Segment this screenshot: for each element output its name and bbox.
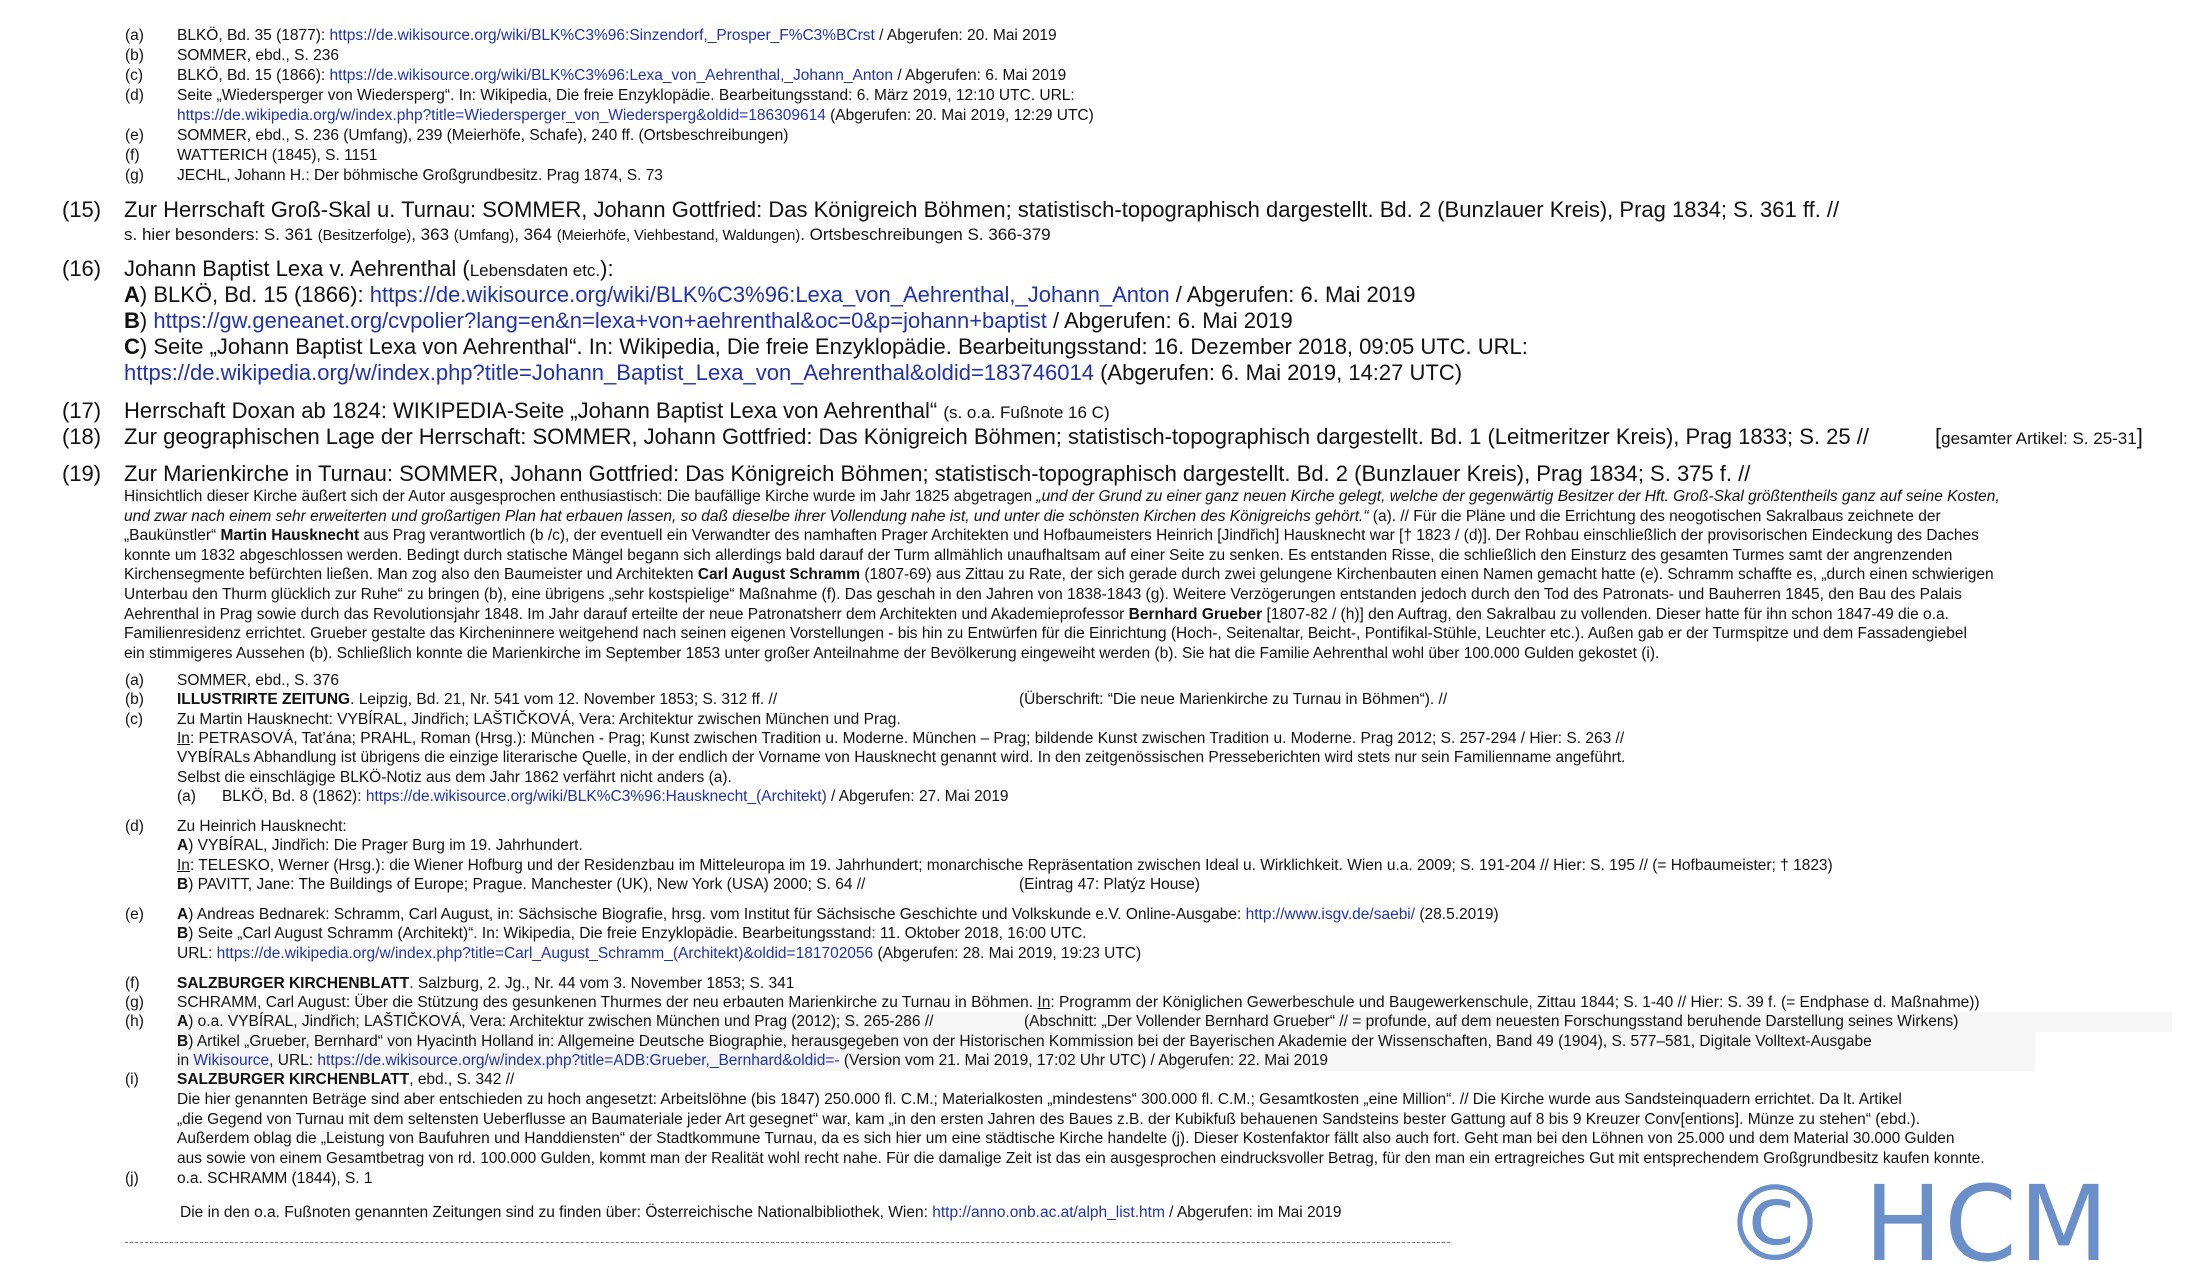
note-19-c-line3: VYBÍRALs Abhandlung ist übrigens die einzige literarische Quelle, in der endlich der Vorname von Hausknecht genannt wird. In den zeitgenössischen Presseberichten wird stets nur sein Familienname angeführt. [177,749,1626,766]
note-19-i-line: aus sowie von einem Gesamtbetrag von rd. 100.000 Gulden, kommt man der Realität wohl recht nahe. Für die damalige Zeit ist das ein ausgesprochen eindrucksvoller Betrag, für den man ein ertragreiches Gut mit entsprechendem Großgrundbesitz kaufen konnte. [177,1149,1985,1167]
footnote-number: (15) [62,197,102,222]
paragraph-line: Familienresidenz errichtet. Grueber gestalte das Kircheninnere weitgehend nach seinen eigenen Vorstellungen - bis hin zu Entwürfen für die Einrichtung (Hoch-, Seitenaltar, Beicht-, Pontifikal-Stühle, Leuchter etc.). Außen gab er der Turmspitze und dem Fassadengiebel [124,625,1967,643]
isgv-link[interactable]: http://www.isgv.de/saebi/ [1245,906,1416,923]
note-key: (a) [125,27,144,44]
paragraph-line: und zwar nach einem sehr erweiterten und großartigen Plan hat erbauen lassen, so daß dieselbe ihrer Vollendung nahe ist, und unter die schönsten Kirchen des Königreichs gehört.“ (a). // Für die Pläne und die Errichtung des neogotischen Sakralbaus zeichnete der [124,507,1941,525]
note-key: (f) [125,147,140,164]
footnote-text: Zur Herrschaft Groß-Skal u. Turnau: SOMMER, Johann Gottfried: Das Königreich Böhmen; statistisch-topographisch dargestellt. Bd. 2 (Bunzlauer Kreis), Prag 1834; S. 361 ff. // [124,197,1840,222]
note-19-h-b: B) Artikel „Grueber, Bernhard“ von Hyacinth Holland in: Allgemeine Deutsche Biographie, herausgegeben von der Historischen Kommission bei der Bayerischen Akademie der Wissenschaften, Band 49 (1904), S. 577–581, Digitale Volltext-Ausgabe [177,1033,1872,1050]
paragraph-line: Unterbau den Thurm glücklich zur Ruhe“ zu bringen (b), eine übrigens „sehr kostspielige“ Maßnahme (f). Das geschah in den Jahren von 1838-1843 (g). Weitere Verzögerungen entstanden jedoch durch den Tod des Patronats- und Bauherren 1845, den Bau des Palais [124,585,1962,603]
footnote-number: (16) [62,256,102,281]
note-19-c-line2: In: PETRASOVÁ, Tat’ána; PRAHL, Roman (Hrsg.): München - Prag; Kunst zwischen Tradition u. Moderne. München – Prag; bildende Kunst zwischen Tradition u. Moderne. Prag 2012; S. 257-294 / Hier: S. 263 // [177,730,1625,747]
footnote-16-c-url: https://de.wikipedia.org/w/index.php?title=Johann_Baptist_Lexa_von_Aehrenthal&oldid=183746014 (Abgerufen: 6. Mai 2019, 14:27 UTC) [124,360,1463,385]
note-19-b-aside: (Überschrift: “Die neue Marienkirche zu Turnau in Böhmen“). // [1019,691,1448,708]
wikisource-link[interactable]: https://de.wikisource.org/wiki/BLK%C3%96:Lexa_von_Aehrenthal,_Johann_Anton [369,282,1170,307]
footnote-18-range: [gesamter Artikel: S. 25-31] [1935,424,2143,449]
note-text: BLKÖ, Bd. 15 (1866): https://de.wikisource.org/wiki/BLK%C3%96:Lexa_von_Aehrenthal,_Johann_Anton / Abgerufen: 6. Mai 2019 [177,67,1067,84]
adb-link[interactable]: https://de.wikisource.org/w/index.php?title=ADB:Grueber,_Bernhard&oldid=- [317,1052,840,1069]
copyright-watermark: © HCM [1723,1163,2111,1285]
note-19-d-aside: (Eintrag 47: Platýz House) [1019,876,1200,893]
paragraph-line: „Baukünstler“ Martin Hausknecht aus Prag verantwortlich (b /c), der eventuell ein Verwandter des namhaften Prager Architekten und Hofbaumeisters Heinrich [Jindřich] Hausknecht war [† 1823 / (d)]. Der Rohbau einschließlich der provisorischen Eindeckung des Daches [124,527,1979,545]
note-19-i-line: Außerdem oblag die „Leistung von Baufuhren und Handdiensten“ der Stadtkommune Turnau, da es sich hier um eine städtische Kirche handelte (j). Dieser Kostenfaktor fällt also auch fort. Geht man bei den Löhnen von 25.000 und dem Material 30.000 Gulden [177,1130,1955,1148]
note-19-c-line4: Selbst die einschlägige BLKÖ-Notiz aus dem Jahr 1862 verfährt nicht anders (a). [177,769,732,786]
note-text: https://de.wikipedia.org/w/index.php?title=Wiedersperger_von_Wiedersperg&oldid=186309614 (Abgerufen: 20. Mai 2019, 12:29 UTC) [177,107,1094,124]
geneanet-link[interactable]: https://gw.geneanet.org/cvpolier?lang=en&n=lexa+von+aehrenthal&oc=0&p=johann+baptist [153,308,1047,333]
note-19-d-in: In: TELESKO, Werner (Hrsg.): die Wiener Hofburg und der Residenzbau im Mitteleuropa im 19. Jahrhundert; monarchische Repräsentation zwischen Ideal u. Wirklichkeit. Wien u.a. 2009; S. 191-204 // Hier: S. 195 // (= Hofbaumeister; † 1823) [177,857,1833,874]
note-text: Seite „Wiedersperger von Wiedersperg“. In: Wikipedia, Die freie Enzyklopädie. Bearbeitungsstand: 6. März 2019, 12:10 UTC. URL: [177,87,1075,104]
paragraph-line: Hinsichtlich dieser Kirche äußert sich der Autor ausgesprochen enthusiastisch: Die baufällige Kirche wurde im Jahr 1825 abgetragen „und der Grund zu einer ganz neuen Kirche gelegt, welche der gegenwärtig Besitzer der Hft. Groß-Skal größtentheils ganz auf seine Kosten, [124,488,2000,505]
note-19-i-line: „die Gegend von Turnau mit dem seltensten Ueberflusse an Baumateriale jeder Art gesegnet“ war, kam „in den ersten Jahren des Baues z.B. der Kubikfuß behauenen Sandsteins bester Gattung auf 8 bis 9 Kreuzer Conv[entions]. Münze zu stehen“ (ebd.). [177,1110,1921,1128]
note-text: JECHL, Johann H.: Der böhmische Großgrundbesitz. Prag 1874, S. 73 [177,167,663,184]
note-key: (e) [125,127,144,144]
footnote-16-a: A) BLKÖ, Bd. 15 (1866): https://de.wikisource.org/wiki/BLK%C3%96:Lexa_von_Aehrenthal,_Johann_Anton / Abgerufen: 6. Mai 2019 [124,282,1416,307]
closing-note: Die in den o.a. Fußnoten genannten Zeitungen sind zu finden über: Österreichische Nationalbibliothek, Wien: http://anno.onb.ac.at/alph_list.htm / Abgerufen: im Mai 2019 [180,1204,1342,1221]
note-text: SOMMER, ebd., S. 236 [177,47,339,64]
reference-link[interactable]: https://de.wikisource.org/wiki/BLK%C3%96:Sinzendorf,_Prosper_F%C3%BCrst [329,27,875,44]
footnote-19-paragraph [124,487,2169,663]
note-19-e-b: B) Seite „Carl August Schramm (Architekt)“. In: Wikipedia, Die freie Enzyklopädie. Bearbeitungsstand: 11. Oktober 2018, 16:00 UTC. [177,925,1087,942]
paragraph-line: ein stimmigeres Aussehen (b). Schließlich konnte die Marienkirche im September 1853 unter großer Anteilnahme der Bevölkerung eingeweiht werden (b). Sie hat die Familie Aehrenthal wohl über 100.000 Gulden gekostet (i). [124,644,1660,662]
footnote-title: Johann Baptist Lexa v. Aehrenthal (Lebensdaten etc.): [124,256,614,281]
paragraph-line: Kirchensegmente befürchten ließen. Man zog also den Baumeister und Architekten Carl August Schramm (1807-69) aus Zittau zu Rate, der sich gerade durch zwei gelungene Kirchenbauten einen Namen gemacht hatte (e). Schramm schaffte es, „durch einen schwierigen [124,566,1994,584]
note-19-h-url: in Wikisource, URL: https://de.wikisource.org/w/index.php?title=ADB:Grueber,_Bernhard&oldid=- (Version vom 21. Mai 2019, 17:02 Uhr UTC) / Abgerufen: 22. Mai 2019 [177,1052,1329,1069]
wikisource-link[interactable]: Wikisource [193,1052,270,1069]
reference-link[interactable]: https://de.wikisource.org/wiki/BLK%C3%96:Lexa_von_Aehrenthal,_Johann_Anton [329,67,894,84]
note-key: (d) [125,87,144,104]
note-text: WATTERICH (1845), S. 1151 [177,147,378,164]
note-key: (c) [125,67,144,84]
note-19-h-aside: (Abschnitt: „Der Vollender Bernhard Grueber“ // = profunde, auf dem neuesten Forschungsstand beruhende Darstellung seines Wirkens) [1024,1013,1959,1030]
wikipedia-link[interactable]: https://de.wikipedia.org/w/index.php?title=Johann_Baptist_Lexa_von_Aehrenthal&oldid=183746014 [124,360,1094,385]
note-19-c-line5: (a) BLKÖ, Bd. 8 (1862): https://de.wikisource.org/wiki/BLK%C3%96:Hausknecht_(Architekt) / Abgerufen: 27. Mai 2019 [177,788,1009,805]
wikisource-link[interactable]: https://de.wikisource.org/wiki/BLK%C3%96:Hausknecht_(Architekt) [365,788,827,805]
note-text: SOMMER, ebd., S. 236 (Umfang), 239 (Meierhöfe, Schafe), 240 ff. (Ortsbeschreibungen) [177,127,789,144]
footnote-16-c: C) Seite „Johann Baptist Lexa von Aehrenthal“. In: Wikipedia, Die freie Enzyklopädie. Bearbeitungsstand: 16. Dezember 2018, 09:05 UTC. URL: [124,334,1528,359]
paragraph-line: Aehrenthal in Prag sowie durch das Revolutionsjahr 1848. Im Jahr darauf erteilte der neue Patronatsherr dem Architekten und Akademieprofessor Bernhard Grueber [1807-82 / (h)] den Auftrag, den Sakralbau zu vollenden. Dieser hatte für ihn schon 1847-49 die o.a. [124,605,1949,623]
wikipedia-link[interactable]: https://de.wikipedia.org/w/index.php?title=Carl_August_Schramm_(Architekt)&oldid=181702056 [216,945,874,962]
footnote-15-detail: s. hier besonders: S. 361 (Besitzerfolge), 363 (Umfang), 364 (Meierhöfe, Viehbestand, Waldungen). Ortsbeschreibungen S. 366-379 [124,225,1051,244]
note-19-d-a: A) VYBÍRAL, Jindřich: Die Prager Burg im 19. Jahrhundert. [177,837,583,854]
reference-link[interactable]: https://de.wikipedia.org/w/index.php?title=Wiedersperger_von_Wiedersperg&oldid=186309614 [177,107,826,124]
footnote-16-b: B) https://gw.geneanet.org/cvpolier?lang=en&n=lexa+von+aehrenthal&oc=0&p=johann+baptist / Abgerufen: 6. Mai 2019 [124,308,1293,333]
dashed-divider [125,1242,1450,1243]
document-page: (a) BLKÖ, Bd. 35 (1877): https://de.wikisource.org/wiki/BLK%C3%96:Sinzendorf,_Prosper_F%C3%BCrst / Abgerufen: 20. Mai 2019 (b) SOMMER, ebd., S. 236 (c) BLKÖ, Bd. 15 (1866): https://de.wikisource.org/wiki/BLK%C3%96:Lexa_von_Aehrenthal,_Johann_Anton / Abgerufen: 6. Mai 2019 (d) Seite „Wiedersperger von Wiedersperg“. In: Wikipedia, Die freie Enzyklopädie. Bearbeitungsstand: 6. März 2019, 12:10 UTC. URL: https://de.wikipedia.org/w/index.php?title=Wiedersperger_von_Wiedersperg&oldid=186309614 (Abgerufen: 20. Mai 2019, 12:29 UTC) (e) SOMMER, ebd., S. 236 (Umfang), 239 (Meierhöfe, Schafe), 240 ff. (Ortsbeschreibungen) (f) WATTERICH (1845), S. 1151 (g) JECHL, Johann H.: Der böhmische Großgrundbesitz. Prag 1874, S. 73 (15) Zur Herrschaft Groß-Skal u. Turnau: SOMMER, Johann Gottfried: Das Königreich Böhmen; statistisch-topographisch dargestellt. Bd. 2 (Bunzlauer Kreis), Prag 1834; S. 361 ff. // s. hier besonders: S. 361 (Besitzerfolge), 363 (Umfang), 364 (Meierhöfe, Viehbestand, Waldungen). Ortsbeschreibungen S. 366-379 (16) Johann Baptist Lexa v. Aehrenthal (Lebensdaten etc.): A) BLKÖ, Bd. 15 (1866): https://de.wikisource.org/wiki/BLK%C3%96:Lexa_von_Aehrenthal,_Johann_Anton / Abgerufen: 6. Mai 2019 B) https://gw.geneanet.org/cvpolier?lang=en&n=lexa+von+aehrenthal&oc=0&p=johann+baptist / Abgerufen: 6. Mai 2019 C) Seite „Johann Baptist Lexa von Aehrenthal“. In: Wikipedia, Die freie Enzyklopädie. Bearbeitungsstand: 16. Dezember 2018, 09:05 UTC. URL: https://de.wikipedia.org/w/index.php?title=Johann_Baptist_Lexa_von_Aehrenthal&oldid=183746014 (Abgerufen: 6. Mai 2019, 14:27 UTC) (17) Herrschaft Doxan ab 1824: WIKIPEDIA-Seite „Johann Baptist Lexa von Aehrenthal“ (s. o.a. Fußnote 16 C) (18) Zur geographischen Lage der Herrschaft: SOMMER, Johann Gottfried: Das Königreich Böhmen; statistisch-topographisch dargestellt. Bd. 1 (Leitmeritzer Kreis), Prag 1833; S. 25 // [gesamter Artikel: S. 25-31] (19) Zur Marienkirche in Turnau: SOMMER, Johann Gottfried: Das Königreich Böhmen; statistisch-topographisch dargestellt. Bd. 2 (Bunzlauer Kreis), Prag 1834; S. 375 f. // Hinsichtlich dieser Kirche äußert sich der Autor ausgesprochen enthusiastisch: Die baufällige Kirche wurde im Jahr 1825 abgetragen „und der Grund zu einer ganz neuen Kirche gelegt, welche der gegenwärtig Besitzer der Hft. Groß-Skal größtentheils ganz auf seine Kosten, und zwar nach einem sehr erweiterten und großartigen Plan hat erbauen lassen, so daß dieselbe ihrer Vollendung nahe ist, und unter die schönsten Kirchen des Königreichs gehört.“ (a). // Für die Pläne und die Errichtung des neogotischen Sakralbaus zeichnete der „Baukünstler“ Martin Hausknecht aus Prag verantwortlich (b /c), der eventuell ein Verwandter des namhaften Prager Architekten und Hofbaumeisters Heinrich [Jindřich] Hausknecht war [† 1823 / (d)]. Der Rohbau einschließlich der provisorischen Eindeckung des Daches konnte um 1832 abgeschlossen werden. Bedingt durch statische Mängel begann sich allerdings bald darauf der Turm allmählich unaufhaltsam auf einer Seite zu senken. Es entstanden Risse, die schließlich den Einsturz des gesamten Turmes samt der angrenzenden Kirchensegmente befürchten ließen. Man zog also den Baumeister und Architekten Carl August Schramm (1807-69) aus Zittau zu Rate, der sich gerade durch zwei gelungene Kirchenbauten einen Namen gemacht hatte (e). Schramm schaffte es, „durch einen schwierigen Unterbau den Thurm glücklich zur Ruhe“ zu bringen (b), eine übrigens „sehr kostspielige“ Maßnahme (f). Das geschah in den Jahren von 1838-1843 (g). Weitere Verzögerungen entstanden jedoch durch den Tod des Patronats- und Bauherren 1845, den Bau des Palais Aehrenthal in Prag sowie durch das Revolutionsjahr 1848. Im Jahr darauf erteilte der neue Patronatsherr dem Architekten und Akademieprofessor Bernhard Grueber [1807-82 / (h)] den Auftrag, den Sakralbau zu vollenden. Dieser hatte für ihn schon 1847-49 die o.a. Familienresidenz errichtet. Grueber gestalte das Kircheninnere weitgehend nach seinen eigenen Vorstellungen - bis hin zu Entwürfen für die Einrichtung (Hoch-, Seitenaltar, Beicht-, Pontifikal-Stühle, Leuchter etc.). Außen gab er der Turmspitze und dem Fassadengiebel ein stimmigeres Aussehen (b). Schließlich konnte die Marienkirche im September 1853 unter großer Anteilnahme der Bevölkerung eingeweiht werden (b). Sie hat die Familie Aehrenthal wohl über 100.000 Gulden gekostet (i). (a) SOMMER, ebd., S. 376 (b) ILLUSTRIRTE ZEITUNG. Leipzig, Bd. 21, Nr. 541 vom 12. November 1853; S. 312 ff. // (Überschrift: “Die neue Marienkirche zu Turnau in Böhmen“). // (c) Zu Martin Hausknecht: VYBÍRAL, Jindřich; LAŠTIČKOVÁ, Vera: Architektur zwischen München und Prag. In: PETRASOVÁ, Tat’ána; PRAHL, Roman (Hrsg.): München - Prag; Kunst zwischen Tradition u. Moderne. München – Prag; bildende Kunst zwischen Tradition u. Moderne. Prag 2012; S. 257-294 / Hier: S. 263 // VYBÍRALs Abhandlung ist übrigens die einzige literarische Quelle, in der endlich der Vorname von Hausknecht genannt wird. In den zeitgenössischen Presseberichten wird stets nur sein Familienname angeführt. Selbst die einschlägige BLKÖ-Notiz aus dem Jahr 1862 verfährt nicht anders (a). (a) BLKÖ, Bd. 8 (1862): https://de.wikisource.org/wiki/BLK%C3%96:Hausknecht_(Architekt) / Abgerufen: 27. Mai 2019 (d) Zu Heinrich Hausknecht: A) VYBÍRAL, Jindřich: Die Prager Burg im 19. Jahrhundert. In: TELESKO, Werner (Hrsg.): die Wiener Hofburg und der Residenzbau im Mitteleuropa im 19. Jahrhundert; monarchische Repräsentation zwischen Ideal u. Wirklichkeit. Wien u.a. 2009; S. 191-204 // Hier: S. 195 // (= Hofbaumeister; † 1823) B) PAVITT, Jane: The Buildings of Europe; Prague. Manchester (UK), New York (USA) 2000; S. 64 // (Eintrag 47: Platýz House) (e) A) Andreas Bednarek: Schramm, Carl August, in: Sächsische Biografie, hrsg. vom Institut für Sächsische Geschichte und Volkskunde e.V. Online-Ausgabe: http://www.isgv.de/saebi/ (28.5.2019) B) Seite „Carl August Schramm (Architekt)“. In: Wikipedia, Die freie Enzyklopädie. Bearbeitungsstand: 11. Oktober 2018, 16:00 UTC. URL: https://de.wikipedia.org/w/index.php?title=Carl_August_Schramm_(Architekt)&oldid=181702056 (Abgerufen: 28. Mai 2019, 19:23 UTC) (f) SALZBURGER KIRCHENBLATT. Salzburg, 2. Jg., Nr. 44 vom 3. November 1853; S. 341 (g) SCHRAMM, Carl August: Über die Stützung des gesunkenen Thurmes der neu erbauten Marienkirche zu Turnau in Böhmen. In: Programm der Königlichen Gewerbeschule und Baugewerkenschule, Zittau 1844; S. 1-40 // Hier: S. 39 f. (= Endphase d. Maßnahme)) (h) A) o.a. VYBÍRAL, Jindřich; LAŠTIČKOVÁ, Vera: Architektur zwischen München und Prag (2012); S. 265-286 // (Abschnitt: „Der Vollender Bernhard Grueber“ // = profunde, auf dem neuesten Forschungsstand beruhende Darstellung seines Wirkens) B) Artikel „Grueber, Bernhard“ von Hyacinth Holland in: Allgemeine Deutsche Biographie, herausgegeben von der Historischen Kommission bei der Bayerischen Akademie der Wissenschaften, Band 49 (1904), S. 577–581, Digitale Volltext-Ausgabe in Wikisource, URL: https://de.wikisource.org/w/index.php?title=ADB:Grueber,_Bernhard&oldid=- (Version vom 21. Mai 2019, 17:02 Uhr UTC) / Abgerufen: 22. Mai 2019 (i) SALZBURGER KIRCHENBLATT, ebd., S. 342 // Die hier genannten Beträge sind aber entschieden zu hoch angesetzt: Arbeitslöhne (bis 1847) 250.000 fl. C.M.; Materialkosten „mindestens“ 300.000 fl. C.M.; Gesamtkosten „eine Million“. // Die Kirche wurde aus Sandsteinquadern errichtet. Da lt. Artikel „die Gegend von Turnau mit dem seltensten Ueberflusse an Baumateriale jeder Art gesegnet“ war, kam „in den ersten Jahren des Baues z.B. der Kubikfuß behauenen Sandsteins bester Gattung auf 8 bis 9 Kreuzer Conv[entions]. Münze zu stehen“ (ebd.). Außerdem oblag die „Leistung von Baufuhren und Handdiensten“ der Stadtkommune Turnau, da es sich hier um eine städtische Kirche handelte (j). Dieser Kostenfaktor fällt also auch fort. Geht man bei den Löhnen von 25.000 und dem Material 30.000 Gulden aus sowie von einem Gesamtbetrag von rd. 100.000 Gulden, kommt man der Realität wohl recht nahe. Für die damalige Zeit ist das ein ausgesprochen eindrucksvoller Betrag, für den man ein ertragreiches Gut mit entsprechendem Großgrundbesitz kaufen konnte. (j) o.a. SCHRAMM (1844), S. 1 Die in den o.a. Fußnoten genannten Zeitungen sind zu finden über: Österreichische Nationalbibliothek, Wien: http://anno.onb.ac.at/alph_list.htm / Abgerufen: im Mai 2019 © HCM [0,0,2205,1271]
anno-link[interactable]: http://anno.onb.ac.at/alph_list.htm [932,1204,1165,1221]
note-19-i-line: Die hier genannten Beträge sind aber entschieden zu hoch angesetzt: Arbeitslöhne (bis 1847) 250.000 fl. C.M.; Materialkosten „mindestens“ 300.000 fl. C.M.; Gesamtkosten „eine Million“. // Die Kirche wurde aus Sandsteinquadern errichtet. Da lt. Artikel [177,1091,1902,1108]
note-19-e-url: URL: https://de.wikipedia.org/w/index.php?title=Carl_August_Schramm_(Architekt)&oldid=181702056 (Abgerufen: 28. Mai 2019, 19:23 UTC) [177,945,1142,962]
note-key: (g) [125,167,144,184]
paragraph-line: konnte um 1832 abgeschlossen werden. Bedingt durch statische Mängel begann sich allerdings bald darauf der Turm allmählich unaufhaltsam auf einer Seite zu senken. Es entstanden Risse, die schließlich den Einsturz des gesamten Turmes samt der angrenzenden [124,546,1953,564]
note-text: BLKÖ, Bd. 35 (1877): https://de.wikisource.org/wiki/BLK%C3%96:Sinzendorf,_Prosper_F%C3%BCrst / Abgerufen: 20. Mai 2019 [177,27,1057,44]
note-key: (b) [125,47,144,64]
note-19-d-b: B) PAVITT, Jane: The Buildings of Europe; Prague. Manchester (UK), New York (USA) 2000; S. 64 // [177,876,866,893]
